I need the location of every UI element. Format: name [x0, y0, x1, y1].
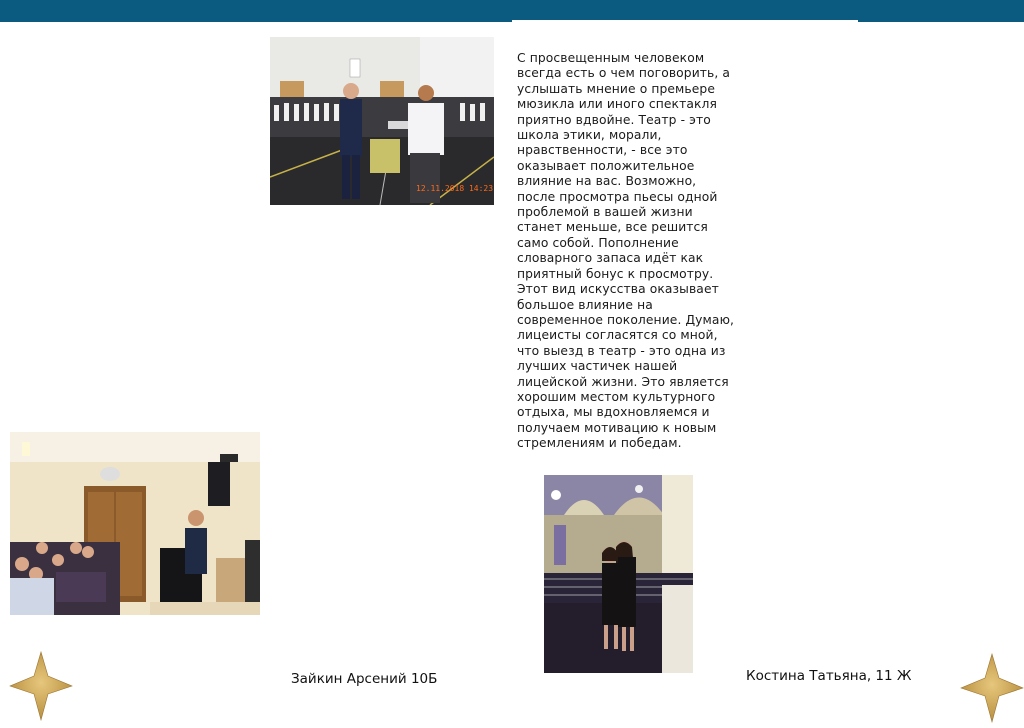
top-bar-gap	[512, 20, 858, 23]
award-ceremony-photo	[270, 37, 494, 205]
lecture-hall-photo	[10, 432, 260, 615]
author-caption-right: Костина Татьяна, 11 Ж	[746, 668, 912, 684]
article-body-text: С просвещенным человеком всегда есть о чем поговорить, а услышать мнение о премьере мюзикла или иного спектакля приятно вдвойне. Театр - это школа этики, морали, нравственности, - все это оказывает положительное влияние на вас. Возможно, после просмотра пьесы одной проблемой в вашей жизни станет меньше, все решится само собой. Пополнение словарного запаса идёт как приятный бонус к просмотру. Этот вид искусства оказывает большое влияние на современное поколение. Думаю, лицеисты согласятся со мной, что выезд в театр - это одна из лучших частичек нашей лицейской жизни. Это является хорошим местом культурного отдыха, мы вдохновляемся и получаем мотивацию к новым стремлениям и победам.	[517, 51, 735, 451]
author-caption-left: Зайкин Арсений 10Б	[291, 671, 438, 687]
gold-star-icon	[8, 650, 74, 722]
photo-timestamp: 12.11.2018 14:23	[416, 184, 494, 193]
theatre-lobby-photo	[544, 475, 693, 673]
gold-star-icon	[960, 652, 1024, 724]
top-bar	[0, 0, 1024, 22]
